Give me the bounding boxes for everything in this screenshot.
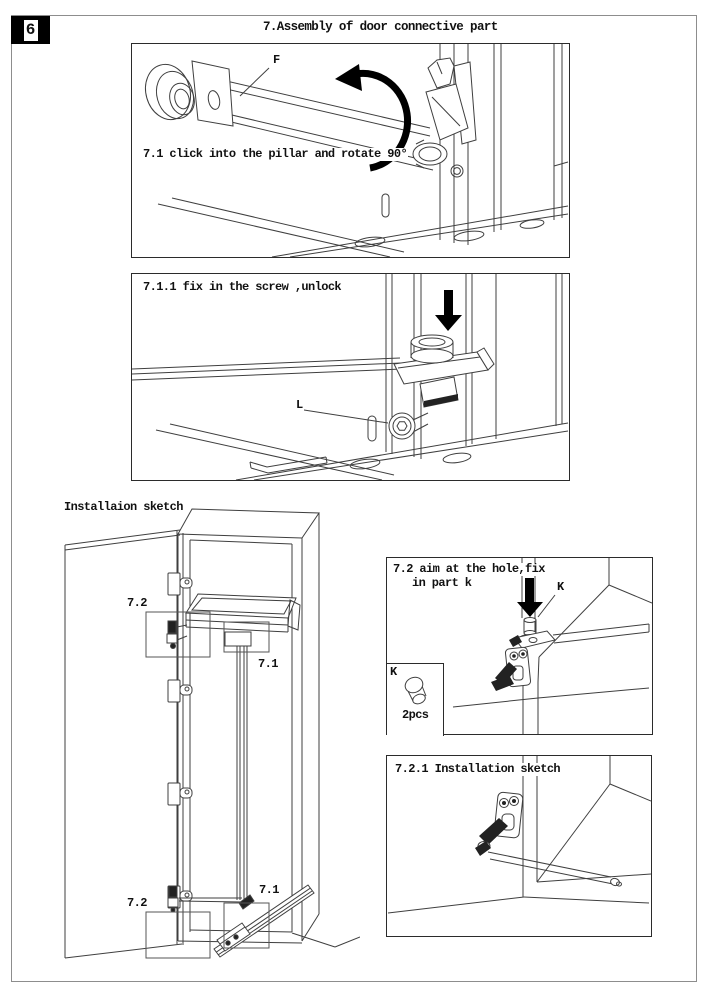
cabinet-illustration <box>40 500 360 970</box>
step-7-1-panel <box>131 43 570 258</box>
installation-sketch-caption: Installaion sketch <box>64 500 183 514</box>
page-number: 6 <box>23 19 39 42</box>
part-k-inset-box <box>387 663 444 736</box>
sketch-label-72-upper: 7.2 <box>127 596 147 610</box>
part-l-label: L <box>296 398 303 412</box>
step-7-2-panel <box>386 557 653 735</box>
down-arrow-icon <box>517 578 543 617</box>
part-f-label: F <box>273 53 280 67</box>
part-k-quantity: 2pcs <box>402 708 429 722</box>
step-7-2-1-panel <box>386 755 652 937</box>
down-arrow-icon <box>435 290 462 331</box>
step-7-2-1-illustration <box>387 756 651 936</box>
page-number-box <box>11 16 50 44</box>
part-k-label: K <box>557 580 564 594</box>
cabinet-sketch <box>40 500 360 970</box>
sketch-label-71-upper: 7.1 <box>258 657 278 671</box>
part-k-box-label: K <box>390 665 397 679</box>
step-7-2-caption-line1: 7.2 aim at the hole,fix <box>393 562 545 576</box>
step-7-1-1-panel <box>131 273 570 481</box>
sketch-label-71-lower: 7.1 <box>259 883 279 897</box>
step-7-1-1-illustration <box>132 274 569 480</box>
sketch-label-72-lower: 7.2 <box>127 896 147 910</box>
step-7-1-caption: 7.1 click into the pillar and rotate 90° <box>143 147 408 161</box>
step-7-1-1-caption: 7.1.1 fix in the screw ,unlock <box>143 280 342 294</box>
step-7-2-caption-line2: in part k <box>412 576 472 590</box>
page-title: 7.Assembly of door connective part <box>263 20 498 34</box>
step-7-2-1-caption: 7.2.1 Installation sketch <box>395 762 561 776</box>
